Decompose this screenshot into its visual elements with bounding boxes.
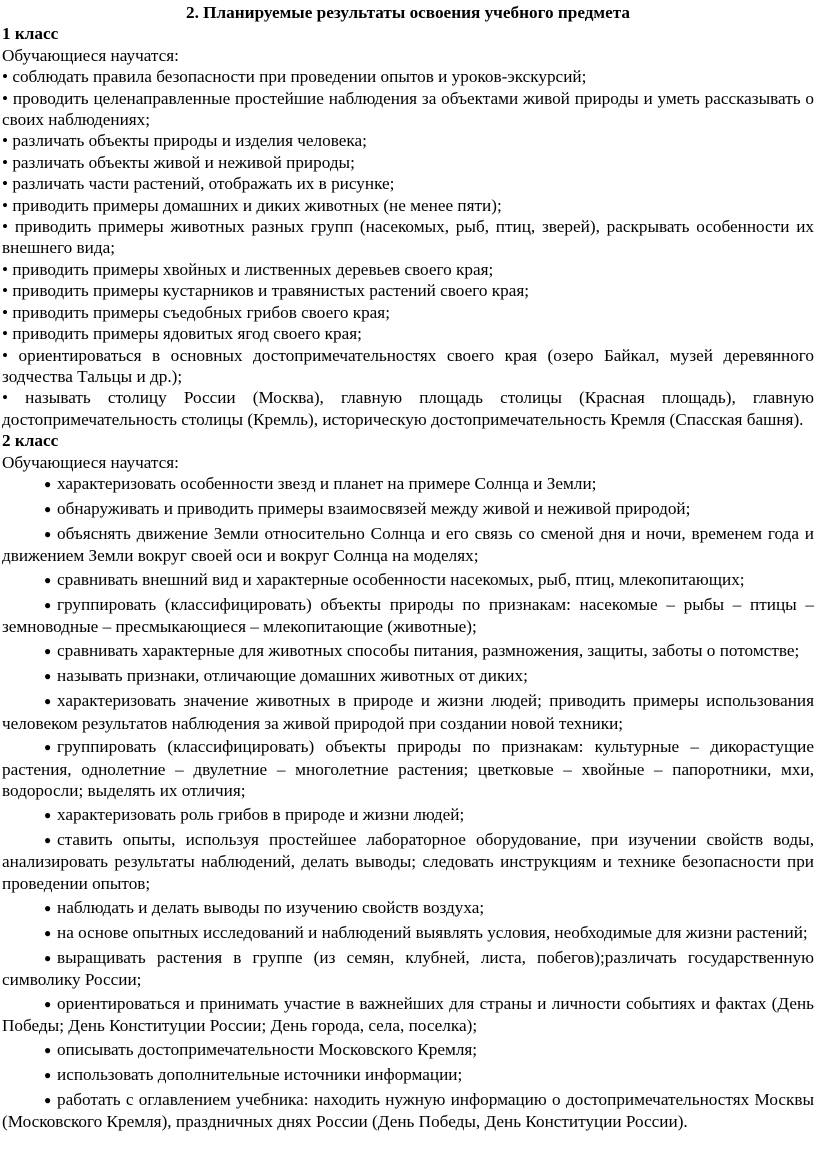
- outcome-text: сравнивать характерные для животных способы питания, размножения, защиты, заботы о потомстве;: [57, 641, 800, 661]
- outcome-text: приводить примеры хвойных и лиственных деревьев своего края;: [12, 259, 494, 279]
- bullet-marker: ●: [44, 1093, 52, 1107]
- grade-2-intro: Обучающиеся научатся:: [2, 452, 179, 472]
- outcome-text: соблюдать правила безопасности при проведении опытов и уроков-экскурсий;: [12, 67, 587, 87]
- outcome-list-item: [2, 897, 814, 919]
- outcome-text: различать части растений, отображать их в рисунке;: [12, 174, 395, 194]
- section-title: 2. Планируемые результаты освоения учебного предмета: [185, 3, 631, 22]
- bullet-marker: •: [2, 324, 9, 344]
- bullet-marker: ●: [44, 925, 52, 940]
- outcome-list-item: [2, 665, 814, 687]
- outcome-list-item: [2, 1089, 814, 1133]
- outcome-text: наблюдать и делать выводы по изучению свойств воздуха;: [57, 897, 485, 917]
- bullet-marker: •: [2, 131, 9, 151]
- grade-1-outcomes-list: [2, 66, 814, 430]
- outcome-text: называть столицу России (Москва), главную площадь столицы (Красная площадь), главную достопримечательность столицы (Кремль), историческую достопримечательность Кремля (Спасская башня).: [2, 388, 815, 429]
- outcome-list-item: [2, 173, 814, 194]
- outcome-text: приводить примеры кустарников и травянистых растений своего края;: [12, 281, 530, 301]
- outcome-text: различать объекты живой и неживой природы;: [12, 152, 355, 172]
- bullet-marker: ●: [44, 573, 52, 588]
- bullet-marker: ●: [44, 808, 52, 823]
- outcome-list-item: [2, 947, 814, 991]
- outcome-list-item: [2, 498, 814, 520]
- outcome-list-item: [2, 594, 814, 638]
- outcome-text: называть признаки, отличающие домашних животных от диких;: [57, 666, 528, 686]
- outcome-text: на основе опытных исследований и наблюдений выявлять условия, необходимые для жизни растений;: [57, 922, 808, 942]
- bullet-marker: •: [2, 345, 9, 365]
- bullet-marker: ●: [44, 526, 52, 541]
- outcome-list-item: [2, 523, 814, 567]
- bullet-marker: •: [2, 67, 9, 87]
- bullet-marker: ●: [44, 694, 52, 709]
- outcome-text: приводить примеры животных разных групп (насекомых, рыб, птиц, зверей), раскрывать особенности их внешнего вида;: [2, 217, 814, 258]
- bullet-marker: ●: [44, 900, 52, 915]
- outcome-text: выращивать растения в группе (из семян, клубней, листа, побегов);различать государственную символику России;: [2, 947, 814, 989]
- grade-1-heading: 1 класс: [2, 24, 59, 44]
- outcome-list-item: [2, 130, 814, 151]
- bullet-marker: ●: [44, 740, 52, 755]
- outcome-text: сравнивать внешний вид и характерные особенности насекомых, рыб, птиц, млекопитающих;: [57, 570, 745, 590]
- bullet-marker: •: [2, 195, 9, 215]
- bullet-marker: ●: [44, 996, 52, 1011]
- bullet-marker: •: [2, 174, 9, 194]
- outcome-text: группировать (классифицировать) объекты природы по признакам: насекомые – рыбы – птицы – земноводные – пресмыкающиеся – млекопитающие (животные);: [2, 594, 814, 637]
- outcome-list-item: [2, 1064, 814, 1086]
- grade-2-outcomes-list: [2, 473, 814, 1133]
- bullet-marker: ●: [44, 950, 52, 965]
- bullet-marker: •: [2, 217, 9, 237]
- bullet-marker: •: [2, 88, 9, 108]
- outcome-list-item: [2, 473, 814, 495]
- bullet-marker: ●: [44, 501, 52, 516]
- outcome-text: использовать дополнительные источники информации;: [57, 1065, 463, 1085]
- bullet-marker: •: [2, 302, 9, 322]
- outcome-list-item: [2, 736, 814, 801]
- bullet-marker: •: [2, 259, 9, 279]
- outcome-text: группировать (классифицировать) объекты природы по признакам: культурные – дикорастущие растения, однолетние – двулетние – многолетние растения; цветковые – хвойные – папоротники, мхи, водоросли; выделять их отличия;: [2, 737, 814, 801]
- outcome-list-item: [2, 829, 814, 894]
- outcome-text: характеризовать роль грибов в природе и жизни людей;: [57, 805, 465, 825]
- outcome-list-item: [2, 387, 814, 430]
- bullet-marker: •: [2, 388, 9, 408]
- outcome-text: приводить примеры ядовитых ягод своего края;: [12, 324, 362, 344]
- outcome-list-item: [2, 216, 814, 259]
- outcome-list-item: [2, 1039, 814, 1061]
- outcome-text: работать с оглавлением учебника: находить нужную информацию о достопримечательностях Москвы (Московского Кремля), праздничных днях России (День Победы, День Конституции России).: [2, 1090, 814, 1132]
- bullet-marker: •: [2, 281, 9, 301]
- outcome-text: приводить примеры домашних и диких животных (не менее пяти);: [12, 195, 502, 215]
- outcome-text: обнаруживать и приводить примеры взаимосвязей между живой и неживой природой;: [57, 498, 691, 518]
- outcome-text: ориентироваться и принимать участие в важнейших для страны и личности событиях и фактах (День Победы; День Конституции России; День города, села, поселка);: [2, 993, 814, 1036]
- grade-1-intro: Обучающиеся научатся:: [2, 45, 179, 65]
- outcome-text: объяснять движение Земли относительно Солнца и его связь со сменой дня и ночи, временем года и движением Земли вокруг своей оси и вокруг Солнца на моделях;: [2, 523, 814, 566]
- outcome-list-item: [2, 195, 814, 216]
- outcome-text: приводить примеры съедобных грибов своего края;: [12, 302, 390, 322]
- outcome-list-item: [2, 66, 814, 87]
- outcome-list-item: [2, 302, 814, 323]
- bullet-marker: ●: [44, 669, 52, 684]
- outcome-list-item: [2, 993, 814, 1037]
- outcome-list-item: [2, 88, 814, 131]
- bullet-marker: •: [2, 152, 9, 172]
- bullet-marker: ●: [44, 597, 52, 612]
- outcome-list-item: [2, 804, 814, 826]
- outcome-list-item: [2, 259, 814, 280]
- outcome-text: ориентироваться в основных достопримечательностях своего края (озеро Байкал, музей деревянного зодчества Тальцы и др.);: [2, 345, 815, 386]
- bullet-marker: ●: [44, 476, 52, 491]
- outcome-list-item: [2, 922, 814, 944]
- outcome-list-item: [2, 640, 814, 662]
- outcome-text: ставить опыты, используя простейшее лабораторное оборудование, при изучении свойств воды, анализировать результаты наблюдений, делать выводы; следовать инструкциям и технике безопасности при проведении опытов;: [2, 830, 814, 893]
- outcome-list-item: [2, 345, 814, 388]
- outcome-text: различать объекты природы и изделия человека;: [12, 131, 367, 151]
- outcome-list-item: [2, 690, 814, 734]
- bullet-marker: ●: [44, 644, 52, 659]
- outcome-list-item: [2, 323, 814, 344]
- bullet-marker: ●: [44, 833, 52, 848]
- bullet-marker: ●: [44, 1068, 52, 1083]
- outcome-text: описывать достопримечательности Московского Кремля;: [57, 1040, 478, 1060]
- outcome-list-item: [2, 152, 814, 173]
- outcome-list-item: [2, 569, 814, 591]
- bullet-marker: ●: [44, 1043, 52, 1058]
- outcome-text: характеризовать особенности звезд и планет на примере Солнца и Земли;: [57, 473, 597, 493]
- grade-2-heading: 2 класс: [2, 431, 59, 451]
- outcome-text: проводить целенаправленные простейшие наблюдения за объектами живой природы и уметь рассказывать о своих наблюдениях;: [2, 88, 814, 130]
- outcome-text: характеризовать значение животных в природе и жизни людей; приводить примеры использования человеком результатов наблюдения за живой природой при создании новой техники;: [2, 691, 814, 733]
- outcome-list-item: [2, 280, 814, 301]
